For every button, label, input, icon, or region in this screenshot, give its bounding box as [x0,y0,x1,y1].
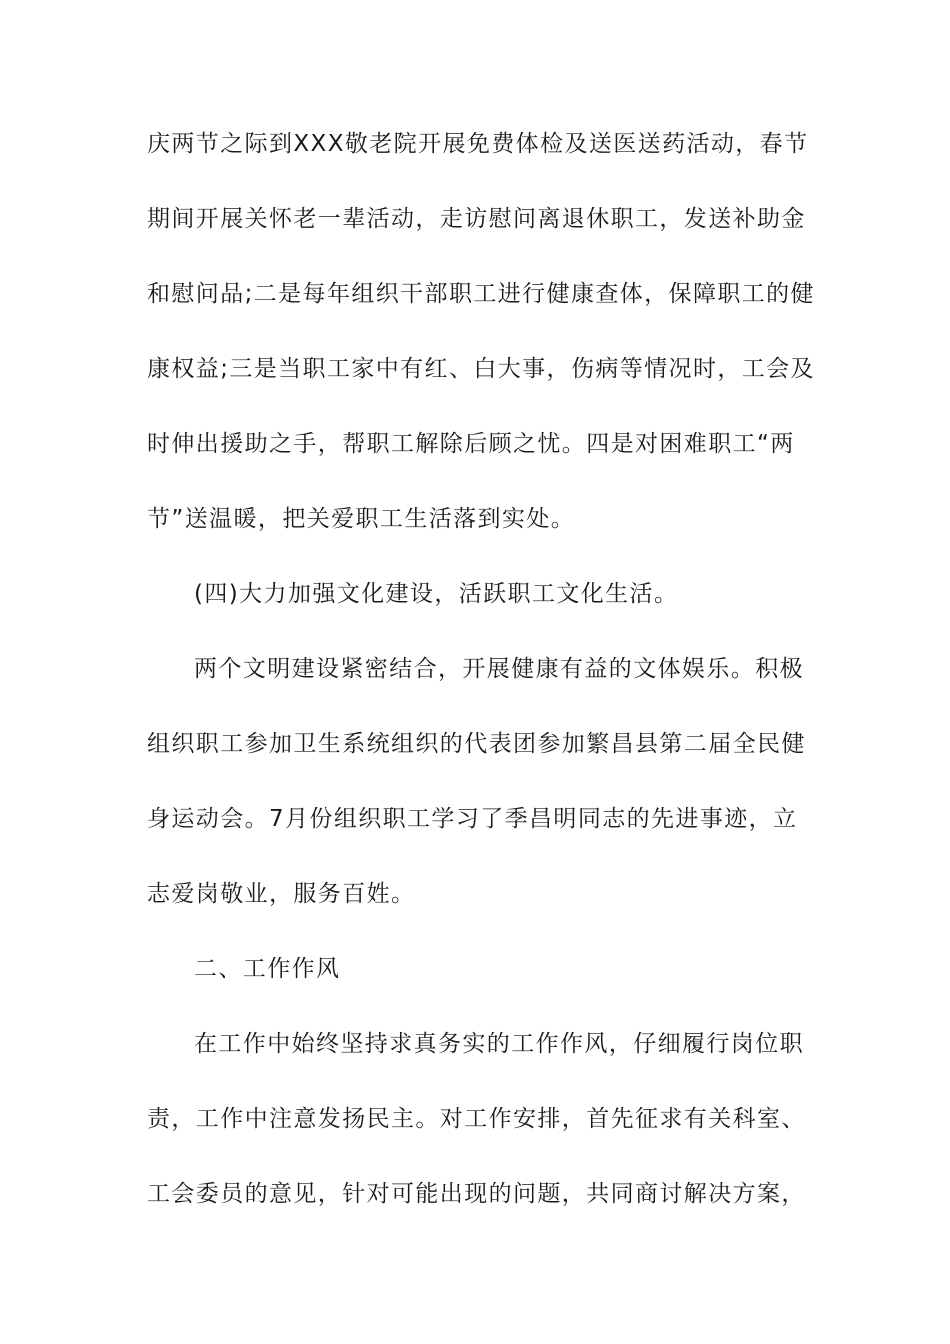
text-line: 工会委员的意见，针对可能出现的问题，共同商讨解决方案， [147,1181,806,1207]
text-line: 组织职工参加卫生系统组织的代表团参加繁昌县第二届全民健 [147,731,806,757]
text-line: 责，工作中注意发扬民主。对工作安排，首先征求有关科室、 [147,1106,806,1132]
text-line: 时伸出援助之手，帮职工解除后顾之忧。四是对困难职工“两 [147,431,795,457]
text-line: 两个文明建设紧密结合，开展健康有益的文体娱乐。积极 [194,656,804,682]
section-heading: (四)大力加强文化建设，活跃职工文化生活。 [194,581,679,607]
text-line: 康权益;三是当职工家中有红、白大事，伤病等情况时，工会及 [147,356,815,382]
text-line: 身运动会。7月份组织职工学习了季昌明同志的先进事迹，立 [147,806,798,832]
text-line: 志爱岗敬业，服务百姓。 [147,881,416,907]
text-line: 期间开展关怀老一辈活动，走访慰问离退休职工，发送补助金 [147,206,806,232]
section-heading: 二、工作作风 [194,956,341,982]
text-line: 庆两节之际到XXX敬老院开展免费体检及送医送药活动，春节 [147,131,809,157]
text-line: 节”送温暖，把关爱职工生活落到实处。 [147,506,576,532]
text-line: 和慰问品;二是每年组织干部职工进行健康查体，保障职工的健 [147,281,815,307]
text-line: 在工作中始终坚持求真务实的工作作风，仔细履行岗位职 [194,1031,804,1057]
